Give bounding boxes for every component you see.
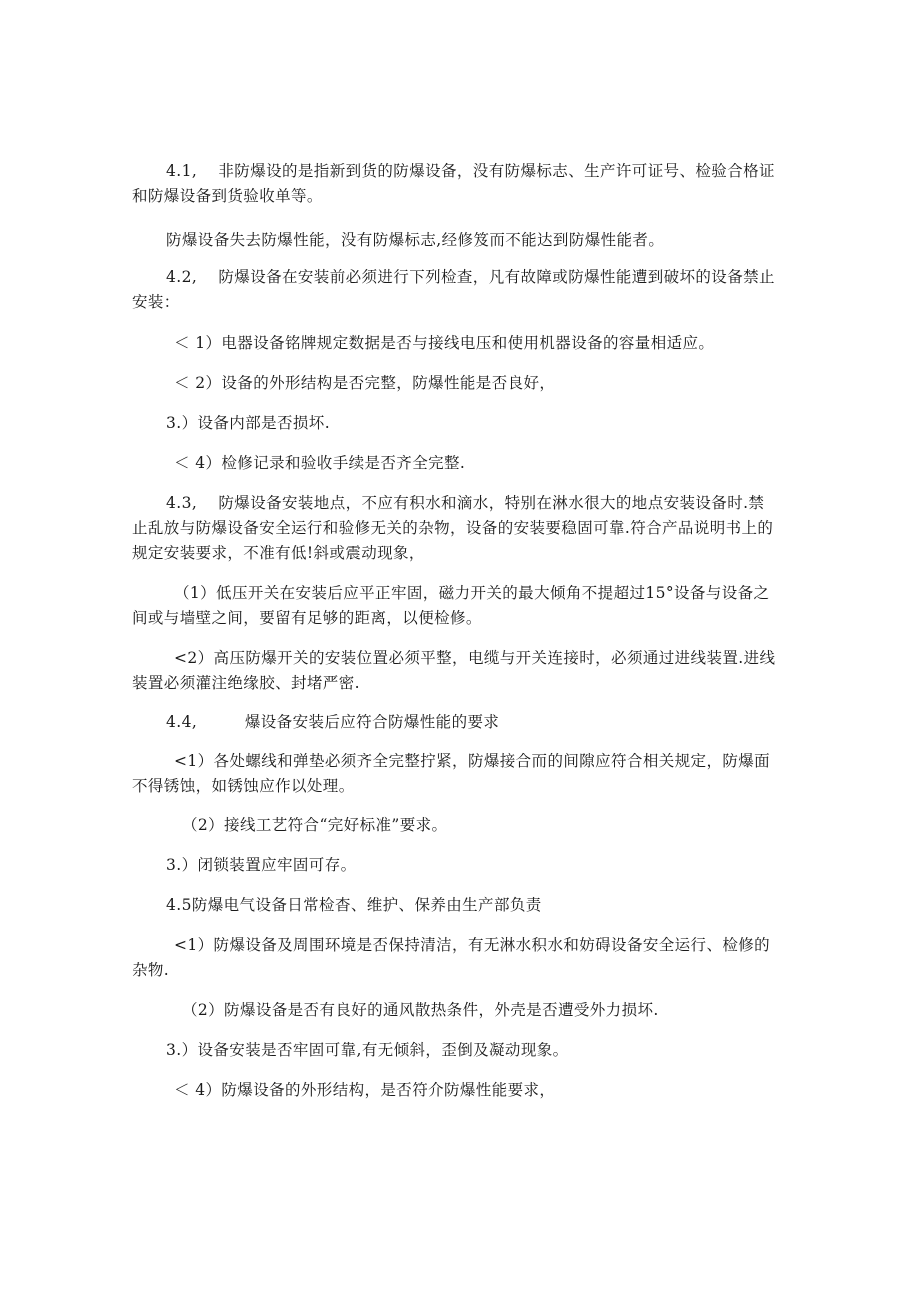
check-item-3: 3.）设备内部是否损坏. [166,414,331,432]
requirement-item-3: 3.）闭锁装置应牢固可存。 [166,856,357,874]
maintenance-item-4: ＜ 4）防爆设备的外形结构，是否符介防爆性能要求， [174,1081,556,1099]
section-4-4-heading: 4.4, 爆设备安装后应符合防爆性能的要求 [166,713,500,731]
install-item-1: （1）低压开关在安装后应平正牢固，磁力开关的最大倾角不提超过15°设备与设备之间或与墙壁之间，要留有足够的距离，以便检修。 [132,584,770,627]
section-4-5-heading: 4.5防爆电气设备日常检杳、维护、保养由生产部负责 [166,896,542,914]
maintenance-item-3: 3.）设备安装是否牢固可靠,有无倾斜，歪倒及凝动现象。 [166,1041,569,1059]
check-item-4: ＜ 4）检修记录和验收手续是否齐全完整. [174,454,466,472]
check-item-1: ＜ 1）电器设备铭牌规定数据是否与接线电压和使用机器设备的容量相适应。 [174,334,715,352]
install-item-2: <2）高压防爆开关的安装位置必须平整，电缆与开关连接时，必须通过进线装置.进线装置必须灌注绝缘胶、封堵严密. [132,649,776,692]
requirement-item-1: <1）各处螺线和弹垫必须齐全完整拧紧，防爆接合而的间隙应符合相关规定，防爆面不得锈蚀，如锈蚀应作以处理。 [132,752,771,795]
section-4-1-note: 防爆设备失去防爆性能，没有防爆标志,经修笈而不能达到防爆性能者。 [166,231,665,249]
section-4-3-paragraph: 4.3, 防爆设备安装地点，不应有积水和滴水，特别在淋水很大的地点安装设备时.禁止乱放与防爆设备安全运行和验修无关的杂物，设备的安装要稳固可靠.符合产品说明书上的规定安装要求，不准有低!斜或震动现象， [132,494,774,562]
maintenance-item-1: <1）防爆设备及周围环境是否保持清洁，有无淋水积水和妨碍设备安全运行、检修的杂物. [132,936,771,979]
section-4-1-paragraph: 4.1, 非防爆设的是指新到货的防爆设备，没有防爆标志、生产许可证号、检验合格证和防爆设备到货验收单等。 [132,162,775,205]
check-item-2: ＜ 2）设备的外形结构是否完整，防爆性能是否良好， [174,374,556,392]
maintenance-item-2: （2）防爆设备是否有良好的通风散热条件，外壳是否遭受外力损坏. [182,1001,659,1019]
requirement-item-2: （2）接线工艺符合“完好标准”要求。 [182,816,448,834]
section-4-2-paragraph: 4.2, 防爆设备在安装前必须进行下列检查，凡有故障或防爆性能遭到破坏的设备禁止安装： [132,268,775,311]
